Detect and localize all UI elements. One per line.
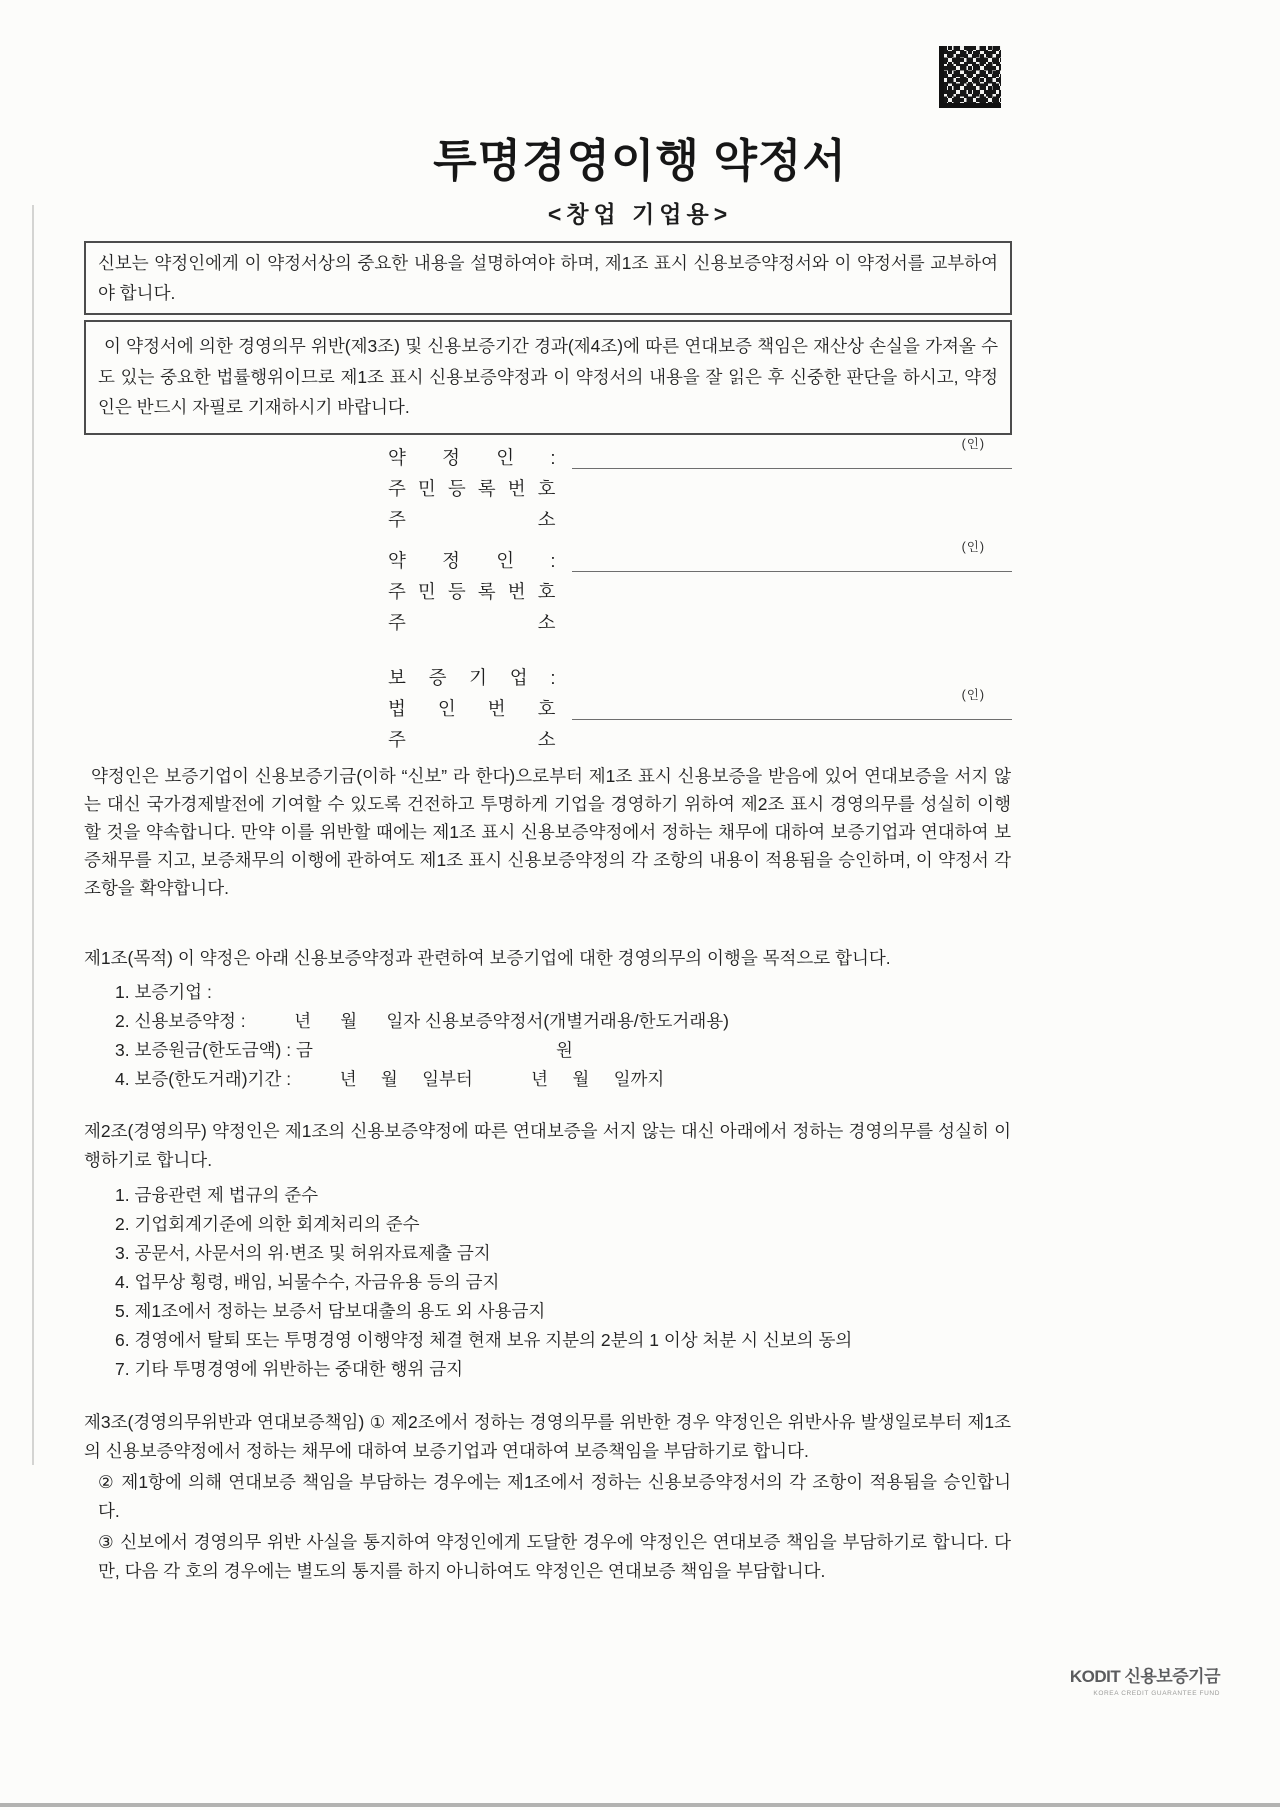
preamble-paragraph: 약정인은 보증기업이 신용보증기금(이하 “신보” 라 한다)으로부터 제1조 표시 신용보증을 받음에 있어 연대보증을 서지 않는 대신 국가경제발전에 기여할 수 있도록 건전하고 투명하게 기업을 경영하기 위하여 제2조 표시 경영의무를 성실히 이행할 것을 약속합니다. 만약 이를 위반할 때에는 제1조 표시 신용보증약정에서 정하는 채무에 대하여 보증기업과 연대하여 보증채무를 지고, 보증채무의 이행에 관하여도 제1조 표시 신용보증약정의 각 조항의 내용이 적용됨을 승인하며, 이 약정서 각 조항을 확약합니다. — [84, 766, 1011, 898]
article-2-item: 1. 금융관련 제 법규의 준수 — [115, 1185, 319, 1205]
address-row — [388, 723, 1012, 754]
signer-group-1 — [388, 437, 1012, 534]
signer-group-2 — [388, 540, 1012, 637]
article-3-paragraph-3: ③ 신보에서 경영의무 위반 사실을 통지하여 약정인에게 도달한 경우에 약정인은 연대보증 책임을 부담하기로 합니다. 다만, 다음 각 호의 경우에는 별도의 통지를 하지 아니하여도 약정인은 연대보증 책임을 부담합니다. — [98, 1532, 1011, 1581]
seal-mark: (인) — [961, 437, 985, 451]
address-field — [572, 723, 1012, 754]
article-3-paragraph-2: ② 제1항에 의해 연대보증 책임을 부담하는 경우에는 제1조에서 정하는 신용보증약정서의 각 조항이 적용됨을 승인합니다. — [98, 1472, 1011, 1521]
article-2-item: 3. 공문서, 사문서의 위·변조 및 허위자료제출 금지 — [115, 1243, 491, 1263]
article-2-item: 5. 제1조에서 정하는 보증서 담보대출의 용도 외 사용금지 — [115, 1301, 546, 1321]
company-name-field — [572, 661, 1012, 692]
resident-id-row — [388, 472, 1012, 503]
signer-label: 약 정 인 : — [388, 549, 556, 571]
document-title: 투명경영이행 약정서 — [433, 135, 847, 186]
company-label: 보 증 기 업 : — [388, 666, 556, 688]
seal-mark: (인) — [961, 540, 985, 554]
guaranteed-company-group — [388, 661, 1012, 754]
article-1-item: 4. 보증(한도거래)기간 : 년 월 일부터 년 월 일까지 — [115, 1069, 665, 1089]
article-2-list — [115, 1181, 1204, 1384]
article-1-item: 3. 보증원금(한도금액) : 금 원 — [115, 1040, 573, 1060]
company-name-row — [388, 661, 1012, 692]
article-1-item: 2. 신용보증약정 : 년 월 일자 신용보증약정서(개별거래용/한도거래용) — [115, 1011, 729, 1031]
address-field — [572, 606, 1012, 637]
corporate-id-row — [388, 688, 1012, 723]
resident-id-row — [388, 575, 1012, 606]
signer-name-row — [388, 540, 1012, 575]
article-2-item: 7. 기타 투명경영에 위반하는 중대한 행위 금지 — [115, 1359, 464, 1379]
article-2-item: 2. 기업회계기준에 의한 회계처리의 준수 — [115, 1214, 420, 1234]
article-2-item: 6. 경영에서 탈퇴 또는 투명경영 이행약정 체결 현재 보유 지분의 2분의 1 이상 처분 시 신보의 동의 — [115, 1330, 853, 1350]
scan-edge-artifact — [0, 1803, 1280, 1807]
notice-box-caution: 이 약정서에 의한 경영의무 위반(제3조) 및 신용보증기간 경과(제4조)에 따른 연대보증 책임은 재산상 손실을 가져올 수도 있는 중요한 법률행위이므로 제1조 표시 신용보증약정과 이 약정서의 내용을 잘 읽은 후 신중한 판단을 하시고, 약정인은 반드시 자필로 기재하시기 바랍니다. — [84, 320, 1012, 435]
signature-line[interactable] — [572, 719, 1012, 720]
resident-id-field — [572, 575, 1012, 606]
corporate-id-field — [572, 688, 1012, 723]
article-1 — [84, 944, 1204, 1094]
address-label: 주 소 — [388, 508, 556, 530]
resident-id-label: 주 민 등 록 번 호 — [388, 477, 556, 499]
signature-field — [572, 540, 1012, 575]
scan-edge-artifact — [32, 205, 34, 1465]
article-1-list — [115, 978, 1204, 1094]
article-2 — [84, 1117, 1204, 1384]
article-2-intro: 제2조(경영의무) 약정인은 제1조의 신용보증약정에 따른 연대보증을 서지 않는 대신 아래에서 정하는 경영의무를 성실히 이행하기로 합니다. — [84, 1121, 1011, 1170]
kodit-logo-text: KODIT 신용보증기금 — [1069, 1667, 1220, 1686]
signature-fields — [388, 437, 1012, 764]
kodit-logo — [1000, 1662, 1220, 1697]
article-1-heading: 제1조(목적) 이 약정은 아래 신용보증약정과 관련하여 보증기업에 대한 경영의무의 이행을 목적으로 합니다. — [84, 948, 891, 968]
resident-id-label: 주 민 등 록 번 호 — [388, 580, 556, 602]
article-1-item: 1. 보증기업 : — [115, 982, 212, 1002]
datamatrix-barcode-icon — [939, 46, 1001, 108]
signature-line[interactable] — [572, 468, 1012, 469]
address-field — [572, 503, 1012, 534]
signer-name-row — [388, 437, 1012, 472]
signature-line[interactable] — [572, 571, 1012, 572]
signer-label: 약 정 인 : — [388, 446, 556, 468]
resident-id-field — [572, 472, 1012, 503]
article-3-paragraph-1: 제3조(경영의무위반과 연대보증책임) ① 제2조에서 정하는 경영의무를 위반한 경우 약정인은 위반사유 발생일로부터 제1조의 신용보증약정에서 정하는 채무에 대하여 보증기업과 연대하여 보증책임을 부담하기로 합니다. — [84, 1412, 1011, 1461]
address-label: 주 소 — [388, 611, 556, 633]
address-row — [388, 606, 1012, 637]
seal-mark: (인) — [961, 688, 985, 702]
document-subtitle: <창업 기업용> — [547, 201, 733, 227]
address-row — [388, 503, 1012, 534]
corporate-id-label: 법 인 번 호 — [388, 697, 556, 719]
kodit-logo-caption: KOREA CREDIT GUARANTEE FUND — [1093, 1690, 1220, 1697]
notice-box-delivery: 신보는 약정인에게 이 약정서상의 중요한 내용을 설명하여야 하며, 제1조 표시 신용보증약정서와 이 약정서를 교부하여야 합니다. — [84, 241, 1012, 315]
signature-field — [572, 437, 1012, 472]
article-2-item: 4. 업무상 횡령, 배임, 뇌물수수, 자금유용 등의 금지 — [115, 1272, 500, 1292]
address-label: 주 소 — [388, 728, 556, 750]
article-3 — [84, 1408, 1011, 1586]
